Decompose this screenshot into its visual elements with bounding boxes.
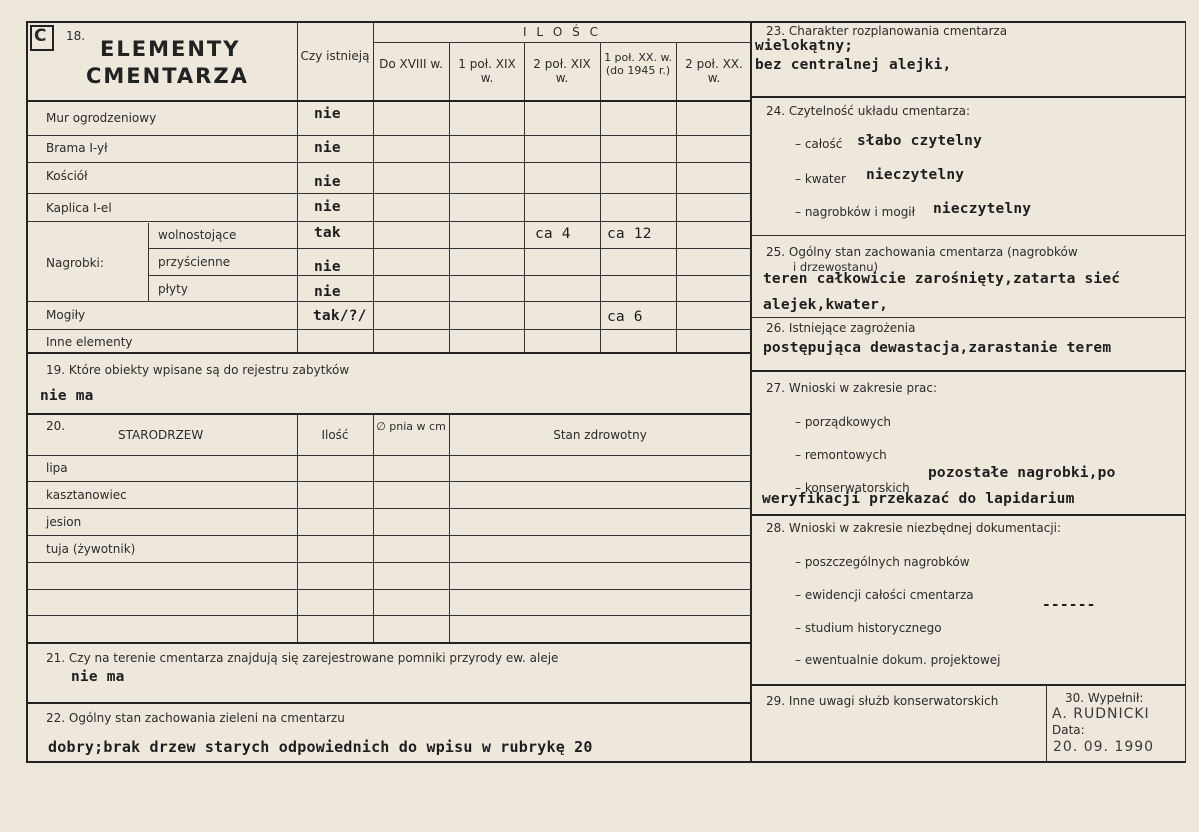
frame-right (1185, 21, 1186, 763)
row-mogily-1pol-xx: ca 6 (607, 309, 643, 325)
s19-label: 19. Które obiekty wpisane są do rejestru zabytków (46, 363, 350, 377)
hline (27, 100, 751, 102)
col-ilosc-header: I L O Ś C (523, 25, 601, 39)
frame-left (26, 21, 28, 763)
hline (27, 642, 751, 644)
hline (27, 193, 751, 194)
s27-line1: pozostałe nagrobki,po (928, 465, 1116, 481)
s24-nagrobkow-value: nieczytelny (933, 201, 1032, 217)
s27-label: 27. Wnioski w zakresie prac: (766, 381, 938, 395)
col-do-xviii: Do XVIII w. (379, 57, 443, 71)
row-label-kaplica: Kaplica I-el (46, 201, 112, 215)
row-value-brama: nie (314, 140, 341, 156)
s27-porzadkowych: – porządkowych (795, 415, 891, 429)
s23-line2: bez centralnej alejki, (755, 57, 952, 73)
row-wolnostojace-1pol-xx: ca 12 (607, 226, 652, 242)
tree-kasztanowiec: kasztanowiec (46, 488, 127, 502)
row-value-mur: nie (314, 106, 341, 122)
hline (751, 370, 1186, 372)
row-label-wolnostojace: wolnostojące (158, 228, 237, 242)
col-2pol-xx: 2 poł. XX. w. (685, 57, 743, 85)
s24-calosc-label: – całość (795, 137, 843, 151)
hline (27, 562, 751, 563)
row-value-mogily: tak/?/ (313, 308, 367, 324)
row-value-kosciol: nie (314, 174, 341, 190)
s25-label: 25. Ogólny stan zachowania cmentarza (nagrobków (766, 245, 1078, 259)
hline (27, 455, 751, 456)
s22-value: dobry;brak drzew starych odpowiednich do wpisu w rubrykę 20 (48, 738, 593, 756)
heading-elementy: ELEMENTY (100, 37, 241, 61)
s19-value: nie ma (40, 388, 94, 404)
vline (148, 223, 149, 301)
row-label-inne: Inne elementy (46, 335, 133, 349)
s30-signature: A. RUDNICKI (1052, 706, 1150, 722)
s27-konserwatorskich: – konserwatorskich (795, 481, 910, 495)
s30-date-label: Data: (1052, 723, 1085, 737)
vline (373, 414, 374, 643)
s28-nagrobkow: – poszczególnych nagrobków (795, 555, 970, 569)
hline (148, 248, 751, 249)
hline (27, 615, 751, 616)
hline (751, 317, 1186, 318)
row-label-nagrobki: Nagrobki: (46, 256, 104, 270)
row-label-brama: Brama I-ył (46, 141, 108, 155)
s24-nagrobkow-label: – nagrobków i mogił (795, 205, 916, 219)
row-value-przyscienne: nie (314, 259, 341, 275)
row-value-wolnostojace: tak (314, 225, 341, 241)
hline (27, 508, 751, 509)
hline (751, 96, 1186, 98)
vline (1046, 685, 1047, 762)
hline (27, 535, 751, 536)
hline (27, 135, 751, 136)
section-letter: C (34, 26, 47, 46)
hline (27, 481, 751, 482)
row-label-mur: Mur ogrodzeniowy (46, 111, 157, 125)
s20-title: STARODRZEW (118, 428, 204, 442)
s28-label: 28. Wnioski w zakresie niezbędnej dokumentacji: (766, 521, 1062, 535)
s25-label-2: i drzewostanu) (793, 260, 879, 274)
vline (373, 22, 374, 352)
hline (148, 275, 751, 276)
row-label-mogily: Mogiły (46, 308, 86, 322)
vline (676, 42, 677, 352)
hline (751, 514, 1186, 516)
col-1pol-xix: 1 poł. XIX w. (458, 57, 516, 85)
frame-bottom (27, 761, 1186, 763)
section-18-number: 18. (66, 29, 86, 43)
heading-cmentarza: CMENTARZA (86, 64, 249, 88)
s25-line1: teren całkowicie zarośnięty,zatarta sieć (763, 271, 1121, 287)
tree-tuja: tuja (żywotnik) (46, 542, 136, 556)
s24-kwater-value: nieczytelny (866, 167, 965, 183)
s23-line1: wielokątny; (755, 38, 854, 54)
s27-line2: weryfikacji przekazać do lapidarium (762, 491, 1075, 507)
hline (751, 235, 1186, 236)
hline (27, 702, 751, 704)
hline (27, 589, 751, 590)
hline (751, 684, 1186, 686)
s27-remontowych: – remontowych (795, 448, 887, 462)
vline (449, 42, 450, 352)
hline (27, 352, 751, 354)
s20-col-ilosc: Ilość (321, 428, 349, 442)
row-label-kosciol: Kościół (46, 169, 88, 183)
hline (373, 42, 751, 43)
s20-number: 20. (46, 419, 66, 433)
hline (27, 221, 751, 222)
s26-label: 26. Istniejące zagrożenia (766, 321, 916, 335)
s24-label: 24. Czytelność układu cmentarza: (766, 104, 971, 118)
s24-kwater-label: – kwater (795, 172, 846, 186)
s29-label: 29. Inne uwagi służb konserwatorskich (766, 694, 999, 708)
s28-studium: – studium historycznego (795, 621, 942, 635)
vline (297, 22, 298, 352)
row-label-przyscienne: przyścienne (158, 255, 231, 269)
row-value-plyty: nie (314, 284, 341, 300)
vline (600, 42, 601, 352)
s23-label: 23. Charakter rozplanowania cmentarza (766, 24, 1008, 38)
s28-ewidencji: – ewidencji całości cmentarza (795, 588, 974, 602)
s20-col-stan: Stan zdrowotny (553, 428, 647, 442)
tree-lipa: lipa (46, 461, 68, 475)
s22-label: 22. Ogólny stan zachowania zieleni na cmentarzu (46, 711, 345, 725)
s21-value: nie ma (71, 669, 125, 685)
row-wolnostojace-2pol-xix: ca 4 (535, 226, 571, 242)
tree-jesion: jesion (46, 515, 82, 529)
vline (297, 414, 298, 643)
s21-label: 21. Czy na terenie cmentarza znajdują się zarejestrowane pomniki przyrody ew. aleje (46, 651, 559, 665)
row-label-plyty: płyty (158, 282, 188, 296)
s30-date: 20. 09. 1990 (1053, 739, 1155, 755)
col-2pol-xix: 2 poł. XIX w. (533, 57, 591, 85)
col-1pol-xx: 1 poł. XX. w. (do 1945 r.) (604, 51, 672, 77)
vline (524, 42, 525, 352)
s28-dash: ------ (1042, 597, 1096, 613)
hline (27, 301, 751, 302)
s26-value: postępująca dewastacja,zarastanie terem (763, 340, 1112, 356)
row-value-kaplica: nie (314, 199, 341, 215)
vline (449, 414, 450, 643)
s30-label: 30. Wypełnił: (1065, 691, 1144, 705)
s25-line2: alejek,kwater, (763, 297, 889, 313)
s24-calosc-value: słabo czytelny (857, 133, 983, 149)
s20-col-pnia: ∅ pnia w cm (376, 420, 446, 433)
hline (27, 413, 751, 415)
s28-projektowej: – ewentualnie dokum. projektowej (795, 653, 1001, 667)
frame-top (27, 21, 1186, 23)
frame-middle (750, 21, 752, 763)
hline (27, 162, 751, 163)
col-czy-istnieja: Czy istnieją (300, 49, 370, 63)
hline (27, 329, 751, 330)
